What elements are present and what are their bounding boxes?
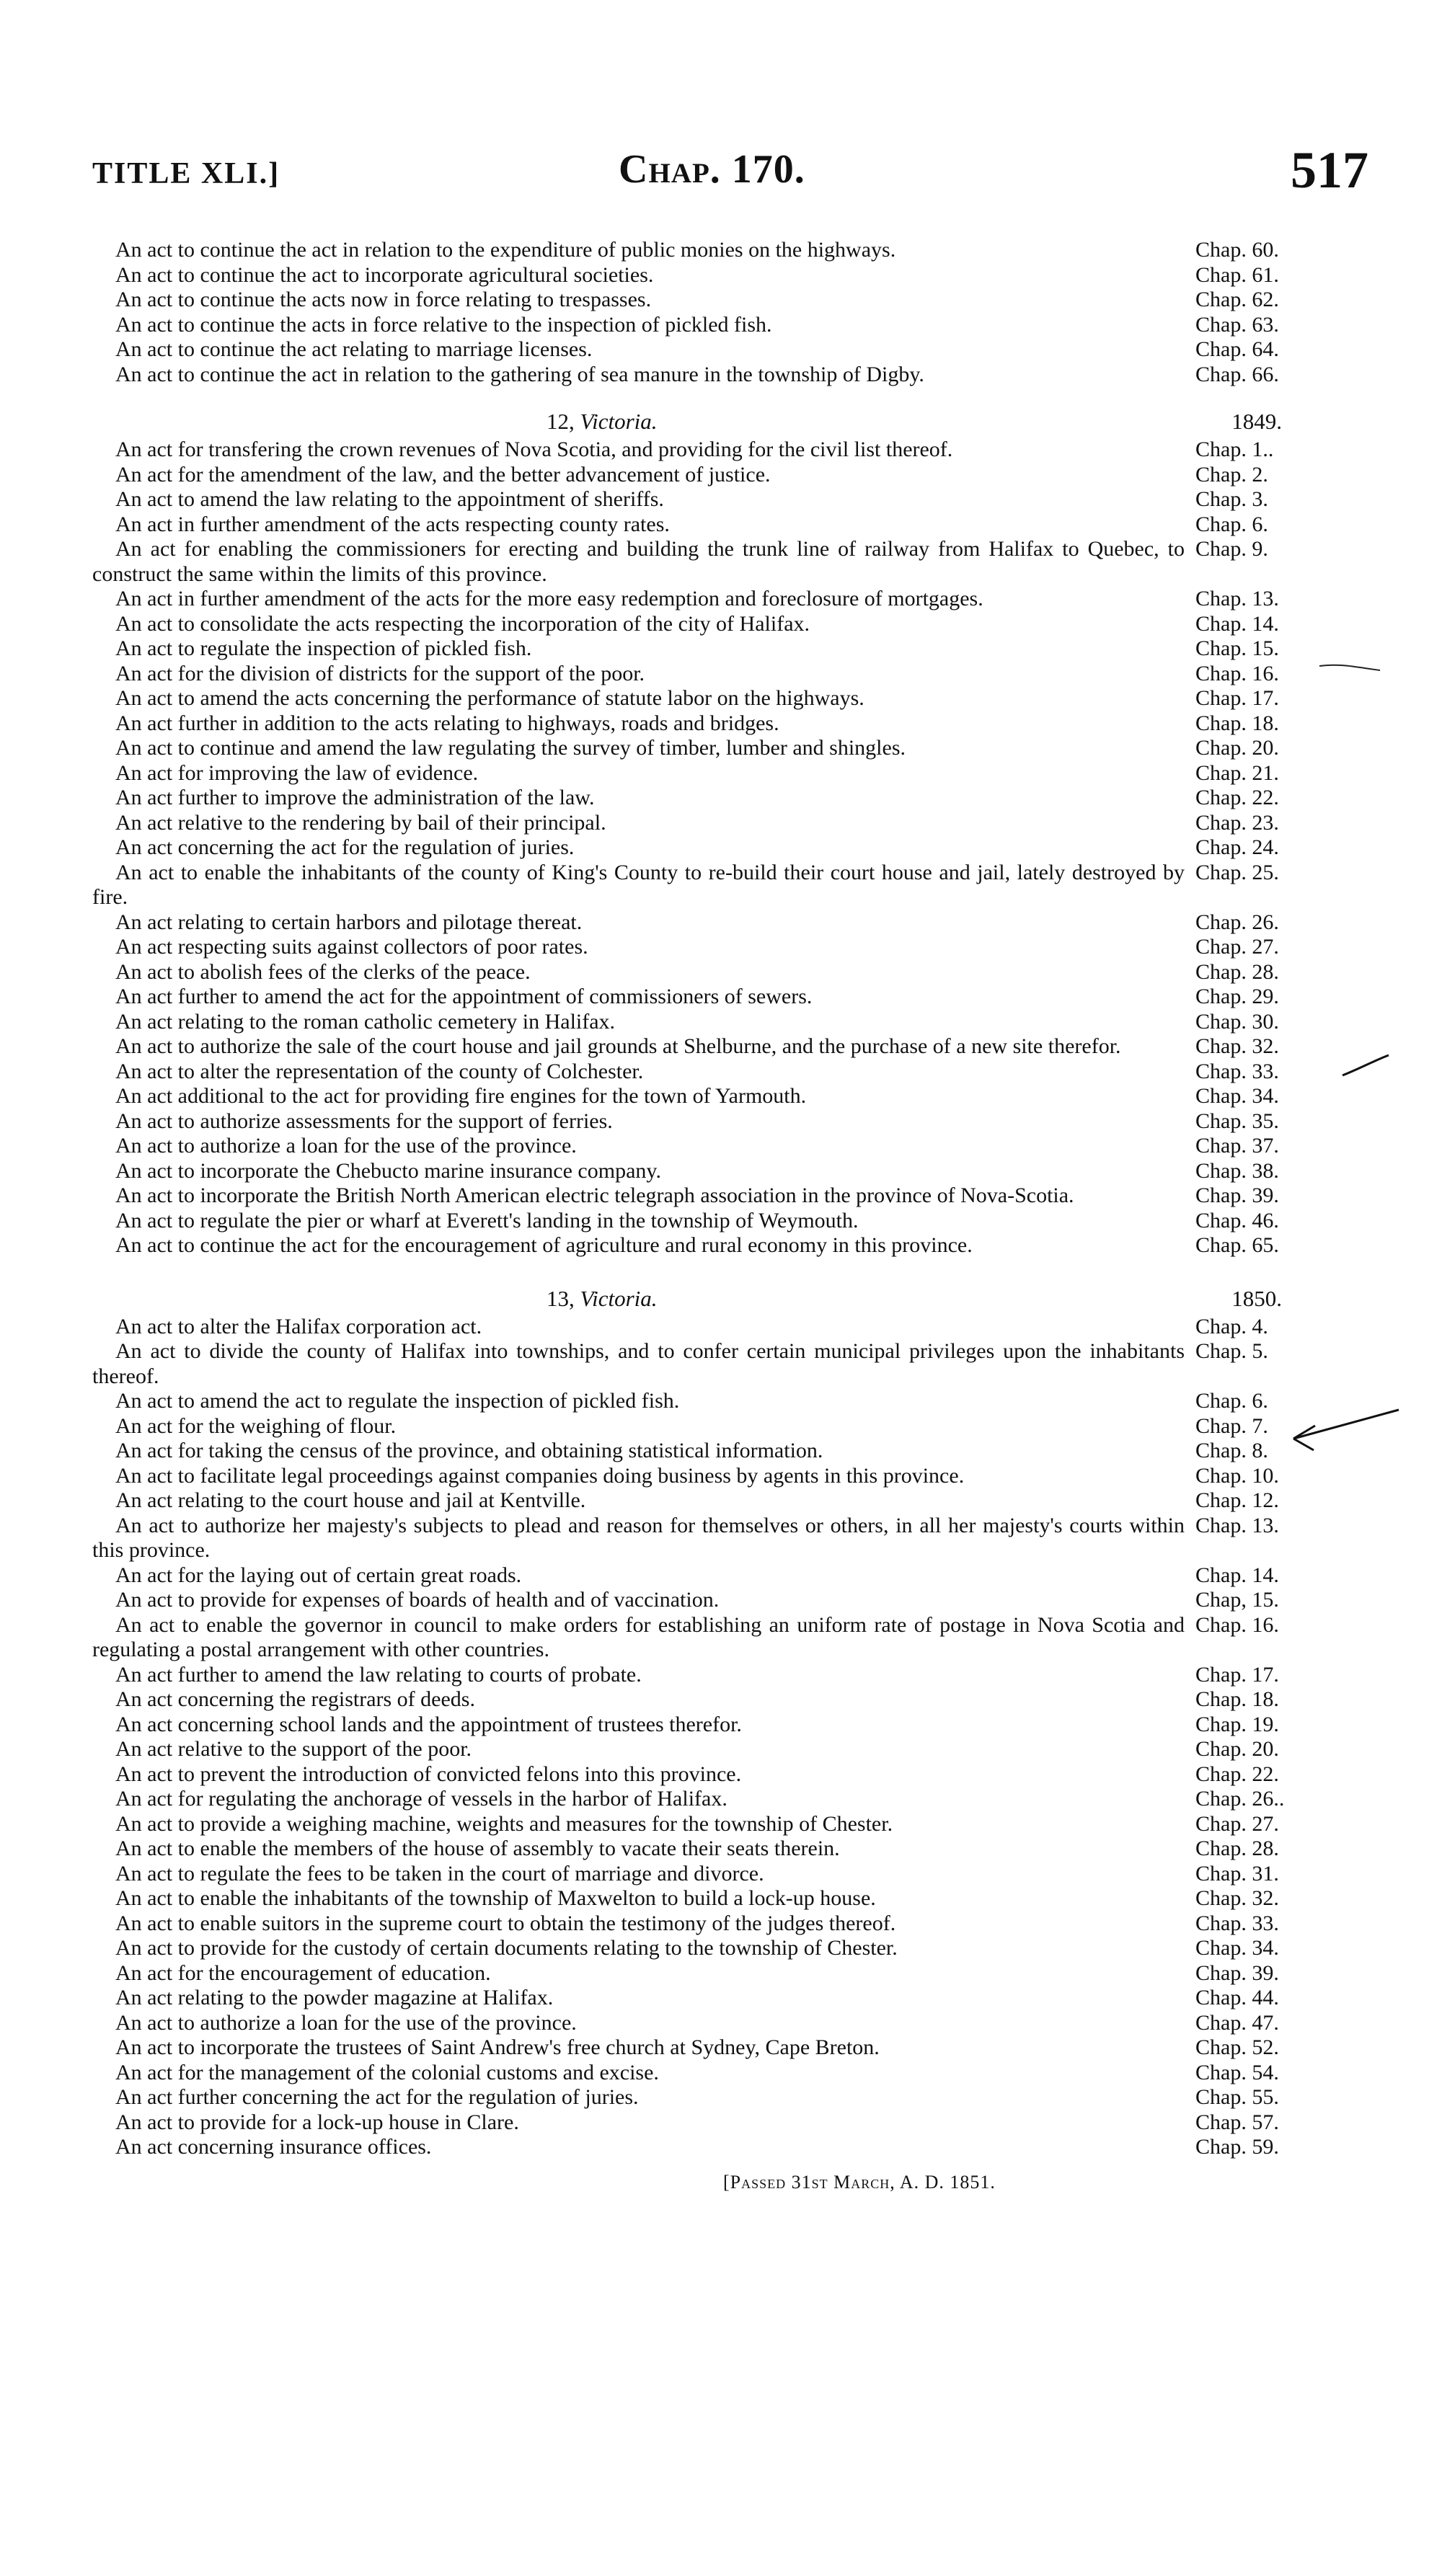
act-title: An act concerning school lands and the appointment of trustees therefor.	[115, 1712, 742, 1736]
chapter-number: Chap. 22.	[1195, 786, 1279, 809]
act-title: An act to enable the members of the house of assembly to vacate their seats therein.	[115, 1836, 840, 1860]
chapter-number: Chap. 27.	[1195, 1811, 1279, 1836]
calendar-year: 1849.	[1231, 409, 1282, 434]
act-entry	[92, 2035, 1311, 2061]
act-entry	[92, 1159, 1311, 1184]
act-title: An act to continue the act relating to marriage licenses.	[115, 337, 593, 361]
margin-arrow-mark	[1291, 1404, 1406, 1454]
chapter-number: Chap. 15.	[1195, 636, 1279, 660]
chapter-number: Chap. 14.	[1195, 1563, 1279, 1587]
chapter-number: Chap. 32.	[1195, 1034, 1279, 1058]
act-entry	[92, 2135, 1311, 2160]
act-entry	[92, 1414, 1311, 1439]
chapter-number: Chap. 18.	[1195, 1687, 1279, 1711]
act-title: An act to authorize a loan for the use of the province.	[115, 2010, 577, 2035]
act-entry	[92, 238, 1311, 263]
act-title: An act to provide a weighing machine, weights and measures for the township of Chester.	[115, 1811, 893, 1836]
intro-acts	[92, 238, 1311, 387]
act-entry	[92, 1588, 1311, 1613]
act-entry	[92, 1812, 1311, 1837]
act-title: An act to amend the act to regulate the inspection of pickled fish.	[115, 1389, 680, 1413]
act-title: An act to amend the acts concerning the performance of statute labor on the highways.	[115, 686, 864, 710]
act-entry	[92, 2110, 1311, 2136]
chapter-number: Chap. 39.	[1195, 1960, 1279, 1985]
act-title: An act to continue the acts now in force relating to trespasses.	[115, 288, 652, 311]
act-entry	[92, 1961, 1311, 1986]
chapter-number: Chap. 34.	[1195, 1936, 1279, 1960]
act-title: An act for improving the law of evidence.	[115, 760, 479, 785]
chapter-number: Chap. 20.	[1195, 1737, 1279, 1761]
act-entry	[92, 835, 1311, 861]
act-title: An act to incorporate the British North American electric telegraph association in the province of Nova-Scotia.	[115, 1183, 1074, 1207]
chapter-number: Chap. 55.	[1195, 2085, 1279, 2109]
act-title: An act respecting suits against collectors of poor rates.	[115, 935, 588, 959]
act-entry	[92, 711, 1311, 737]
page-header	[92, 141, 1368, 205]
chapter-number: Chap. 46.	[1195, 1208, 1279, 1233]
chapter-number: Chap. 26.	[1195, 910, 1279, 934]
chapter-number: Chap. 4.	[1195, 1314, 1268, 1338]
passed-note: [Passed 31st March, A. D. 1851.	[723, 2171, 996, 2193]
act-entry	[92, 438, 1311, 463]
act-title: An act to facilitate legal proceedings against companies doing business by agents in this province.	[115, 1463, 965, 1488]
section-heading-1849	[92, 400, 1311, 438]
act-entry	[92, 1109, 1311, 1134]
act-title: An act relating to the roman catholic cemetery in Halifax.	[115, 1009, 616, 1034]
act-entry	[92, 1986, 1311, 2011]
act-entry	[92, 662, 1311, 687]
act-title: An act to enable the inhabitants of the county of King's County to re-build their court house and jail, lately destroyed by fire.	[92, 860, 1185, 909]
act-title: An act relating to the court house and jail at Kentville.	[115, 1488, 586, 1512]
chapter-number: Chap. 47.	[1195, 2010, 1279, 2035]
act-entry	[92, 1060, 1311, 1085]
chapter-number: Chap. 64.	[1195, 337, 1279, 361]
margin-dash-mark	[1318, 656, 1383, 678]
act-title: An act to divide the county of Halifax into townships, and to confer certain municipal privileges upon the inhabitants thereof.	[92, 1339, 1185, 1388]
act-title: An act to authorize her majesty's subjects to plead and reason for themselves or others, in all her majesty's courts within this province.	[92, 1513, 1185, 1562]
regnal-year: 13, Victoria.	[547, 1285, 658, 1311]
chapter-number: Chap. 13.	[1195, 1513, 1279, 1537]
chapter-number: Chap. 26..	[1195, 1787, 1285, 1811]
chapter-number: Chap. 14.	[1195, 611, 1279, 636]
chapter-number: Chap. 23.	[1195, 810, 1279, 835]
act-title: An act relative to the rendering by bail of their principal.	[115, 810, 606, 835]
act-title: An act to abolish fees of the clerks of the peace.	[115, 959, 531, 984]
chapter-number: Chap. 29.	[1195, 985, 1279, 1008]
act-title: An act to alter the Halifax corporation act.	[115, 1314, 482, 1338]
act-entry	[92, 1836, 1311, 1862]
act-entry	[92, 1737, 1311, 1762]
act-entry	[92, 736, 1311, 761]
act-entry	[92, 1183, 1311, 1209]
act-entry	[92, 1514, 1311, 1563]
chapter-number: Chap. 34.	[1195, 1084, 1279, 1108]
act-entry	[92, 2061, 1311, 2086]
act-title: An act relating to the powder magazine at Halifax.	[115, 1986, 554, 2009]
chapter-number: Chap. 24.	[1195, 835, 1279, 859]
chapter-number: Chap. 30.	[1195, 1009, 1279, 1034]
act-entry	[92, 537, 1311, 587]
calendar-year: 1850.	[1231, 1285, 1282, 1311]
act-title: An act to provide for a lock-up house in Clare.	[115, 2110, 519, 2134]
chapter-number: Chap. 60.	[1195, 238, 1279, 262]
act-entry	[92, 1233, 1311, 1258]
act-entry	[92, 1010, 1311, 1035]
chapter-number: Chap. 31.	[1195, 1861, 1279, 1886]
act-entry	[92, 1488, 1311, 1514]
act-entry	[92, 1911, 1311, 1937]
chapter-number: Chap. 6.	[1195, 512, 1268, 536]
act-title: An act to continue and amend the law regulating the survey of timber, lumber and shingles.	[115, 736, 906, 760]
act-entry	[92, 463, 1311, 488]
margin-stroke-mark	[1341, 1051, 1392, 1080]
act-title: An act to continue the acts in force relative to the inspection of pickled fish.	[115, 312, 772, 337]
act-title: An act to consolidate the acts respecting the incorporation of the city of Halifax.	[115, 611, 810, 636]
act-entry	[92, 761, 1311, 786]
chapter-number: Chap. 52.	[1195, 2035, 1279, 2059]
act-title: An act to continue the act in relation to the expenditure of public monies on the highways.	[115, 238, 896, 262]
chapter-number: Chap. 22.	[1195, 1762, 1279, 1786]
chapter-number: Chap. 19.	[1195, 1712, 1279, 1736]
act-title: An act to authorize the sale of the court house and jail grounds at Shelburne, and the purchase of a new site therefor.	[115, 1034, 1121, 1058]
act-entry	[92, 1787, 1311, 1812]
chapter-number: Chap. 7.	[1195, 1413, 1268, 1438]
act-entry	[92, 1034, 1311, 1060]
act-entry	[92, 1389, 1311, 1414]
act-entry	[92, 337, 1311, 363]
act-title: An act to continue the act for the encouragement of agriculture and rural economy in this province.	[115, 1233, 973, 1257]
act-entry	[92, 2085, 1311, 2110]
chapter-number: Chap. 21.	[1195, 760, 1279, 785]
act-title: An act for transfering the crown revenues of Nova Scotia, and providing for the civil list thereof.	[115, 438, 953, 461]
acts-list	[92, 238, 1311, 2196]
act-entry	[92, 1663, 1311, 1688]
act-entry	[92, 288, 1311, 313]
act-entry	[92, 636, 1311, 662]
chapter-number: Chap. 33.	[1195, 1911, 1279, 1935]
act-entry	[92, 1464, 1311, 1489]
act-entry	[92, 1936, 1311, 1961]
act-title: An act to authorize assessments for the support of ferries.	[115, 1109, 613, 1133]
chapter-number: Chap. 39.	[1195, 1183, 1279, 1207]
chapter-number: Chap. 1..	[1195, 438, 1274, 461]
acts-1849	[92, 438, 1311, 1258]
act-entry	[92, 1886, 1311, 1911]
act-title: An act relating to certain harbors and pilotage thereat.	[115, 910, 583, 934]
act-entry	[92, 861, 1311, 910]
act-entry	[92, 487, 1311, 512]
chapter-number: Chap. 16.	[1195, 1612, 1279, 1637]
act-title: An act concerning insurance offices.	[115, 2135, 432, 2159]
act-title: An act to regulate the fees to be taken in the court of marriage and divorce.	[115, 1861, 764, 1886]
act-entry	[92, 1439, 1311, 1464]
chapter-number: Chap. 63.	[1195, 312, 1279, 337]
act-title: An act to continue the act to incorporate agricultural societies.	[115, 262, 654, 287]
chapter-number: Chap, 15.	[1195, 1588, 1279, 1612]
act-entry	[92, 1613, 1311, 1663]
chapter-number: Chap. 12.	[1195, 1488, 1279, 1512]
act-title: An act for the laying out of certain great roads.	[115, 1563, 522, 1587]
act-entry	[92, 985, 1311, 1010]
section-heading-1850	[92, 1277, 1311, 1315]
act-entry	[92, 313, 1311, 338]
chapter-number: Chap. 5.	[1195, 1339, 1268, 1363]
act-title: An act for enabling the commissioners for erecting and building the trunk line of railway from Halifax to Quebec, to construct the same within the limits of this province.	[92, 537, 1185, 586]
regnal-year: 12, Victoria.	[547, 409, 658, 434]
act-entry	[92, 786, 1311, 811]
act-title: An act in further amendment of the acts respecting county rates.	[115, 512, 670, 536]
act-entry	[92, 1862, 1311, 1887]
chapter-number: Chap. 33.	[1195, 1059, 1279, 1083]
act-title: An act additional to the act for providing fire engines for the town of Yarmouth.	[115, 1084, 807, 1108]
chapter-number: Chap. 59.	[1195, 2135, 1279, 2159]
chapter-number: Chap. 17.	[1195, 1662, 1279, 1687]
act-title: An act further to amend the law relating to courts of probate.	[115, 1662, 642, 1687]
chapter-number: Chap. 13.	[1195, 587, 1279, 610]
act-title: An act to incorporate the trustees of Saint Andrew's free church at Sydney, Cape Breton.	[115, 2035, 880, 2059]
act-entry	[92, 1687, 1311, 1713]
act-entry	[92, 1339, 1311, 1389]
chapter-number: Chap. 54.	[1195, 2060, 1279, 2084]
chapter-number: Chap. 62.	[1195, 288, 1279, 311]
act-entry	[92, 2011, 1311, 2036]
act-entry	[92, 1209, 1311, 1234]
chapter-number: Chap. 25.	[1195, 860, 1279, 884]
page-number: 517	[1291, 141, 1368, 199]
act-title: An act to enable the governor in council to make orders for establishing an uniform rate of postage in Nova Scotia and regulating a postal arrangement with other countries.	[92, 1612, 1185, 1661]
act-title: An act to provide for the custody of certain documents relating to the township of Chester.	[115, 1936, 898, 1960]
chapter-number: Chap. 32.	[1195, 1886, 1279, 1910]
act-entry	[92, 363, 1311, 388]
act-title: An act further to amend the act for the appointment of commissioners of sewers.	[115, 985, 813, 1008]
act-entry	[92, 512, 1311, 538]
act-entry	[92, 960, 1311, 985]
act-title: An act for the amendment of the law, and the better advancement of justice.	[115, 462, 771, 487]
act-title: An act further concerning the act for the regulation of juries.	[115, 2085, 639, 2109]
chapter-number: Chap. 9.	[1195, 537, 1268, 561]
chapter-number: Chap. 3.	[1195, 487, 1268, 511]
act-entry	[92, 263, 1311, 288]
chapter-number: Chap. 27.	[1195, 935, 1279, 959]
act-entry	[92, 1315, 1311, 1340]
act-entry	[92, 587, 1311, 612]
chapter-heading: Chap. 170.	[619, 147, 805, 192]
act-title: An act for the weighing of flour.	[115, 1413, 397, 1438]
act-entry	[92, 1762, 1311, 1787]
act-entry	[92, 686, 1311, 711]
act-title: An act relative to the support of the poor.	[115, 1737, 472, 1761]
act-title: An act to amend the law relating to the appointment of sheriffs.	[115, 487, 664, 511]
chapter-number: Chap. 57.	[1195, 2110, 1279, 2134]
act-title: An act to incorporate the Chebucto marine insurance company.	[115, 1158, 661, 1183]
chapter-number: Chap. 35.	[1195, 1109, 1279, 1133]
act-entry	[92, 910, 1311, 936]
chapter-number: Chap. 16.	[1195, 661, 1279, 685]
chapter-number: Chap. 28.	[1195, 1836, 1279, 1860]
act-title: An act concerning the act for the regulation of juries.	[115, 835, 575, 859]
act-title: An act in further amendment of the acts for the more easy redemption and foreclosure of mortgages.	[115, 587, 983, 610]
act-title: An act to enable suitors in the supreme court to obtain the testimony of the judges thereof.	[115, 1911, 896, 1935]
act-entry	[92, 935, 1311, 960]
act-title: An act to regulate the inspection of pickled fish.	[115, 636, 532, 660]
act-title: An act to continue the act in relation to the gathering of sea manure in the township of Digby.	[115, 362, 924, 386]
act-title: An act concerning the registrars of deeds.	[115, 1687, 475, 1711]
act-title: An act for taking the census of the province, and obtaining statistical information.	[115, 1439, 823, 1462]
chapter-number: Chap. 10.	[1195, 1463, 1279, 1488]
act-entry	[92, 1134, 1311, 1159]
chapter-number: Chap. 37.	[1195, 1134, 1279, 1158]
chapter-number: Chap. 17.	[1195, 686, 1279, 710]
chapter-number: Chap. 44.	[1195, 1986, 1279, 2009]
chapter-number: Chap. 38.	[1195, 1158, 1279, 1183]
chapter-number: Chap. 65.	[1195, 1233, 1279, 1257]
act-title: An act to prevent the introduction of convicted felons into this province.	[115, 1762, 742, 1786]
chapter-number: Chap. 20.	[1195, 736, 1279, 760]
act-title: An act to authorize a loan for the use of the province.	[115, 1134, 577, 1158]
chapter-number: Chap. 28.	[1195, 959, 1279, 984]
acts-1850	[92, 1315, 1311, 2160]
act-entry	[92, 1713, 1311, 1738]
act-entry	[92, 811, 1311, 836]
act-title: An act further in addition to the acts relating to highways, roads and bridges.	[115, 711, 779, 735]
chapter-number: Chap. 18.	[1195, 711, 1279, 735]
act-title: An act for the encouragement of education.	[115, 1960, 491, 1985]
act-title: An act for regulating the anchorage of vessels in the harbor of Halifax.	[115, 1787, 727, 1811]
act-entry	[92, 1563, 1311, 1589]
act-title: An act to regulate the pier or wharf at Everett's landing in the township of Weymouth.	[115, 1208, 859, 1233]
act-entry	[92, 1084, 1311, 1109]
act-title: An act for the management of the colonial customs and excise.	[115, 2060, 659, 2084]
chapter-number: Chap. 66.	[1195, 362, 1279, 386]
chapter-number: Chap. 2.	[1195, 462, 1268, 487]
chapter-number: Chap. 8.	[1195, 1439, 1268, 1462]
act-title: An act to enable the inhabitants of the township of Maxwelton to build a lock-up house.	[115, 1886, 876, 1910]
act-title: An act to alter the representation of the county of Colchester.	[115, 1059, 644, 1083]
chapter-number: Chap. 6.	[1195, 1389, 1268, 1413]
title-reference: TITLE XLI.]	[92, 157, 280, 190]
act-title: An act to provide for expenses of boards of health and of vaccination.	[115, 1588, 720, 1612]
act-title: An act further to improve the administration of the law.	[115, 786, 595, 809]
act-title: An act for the division of districts for the support of the poor.	[115, 661, 645, 685]
act-entry	[92, 612, 1311, 637]
chapter-number: Chap. 61.	[1195, 262, 1279, 287]
